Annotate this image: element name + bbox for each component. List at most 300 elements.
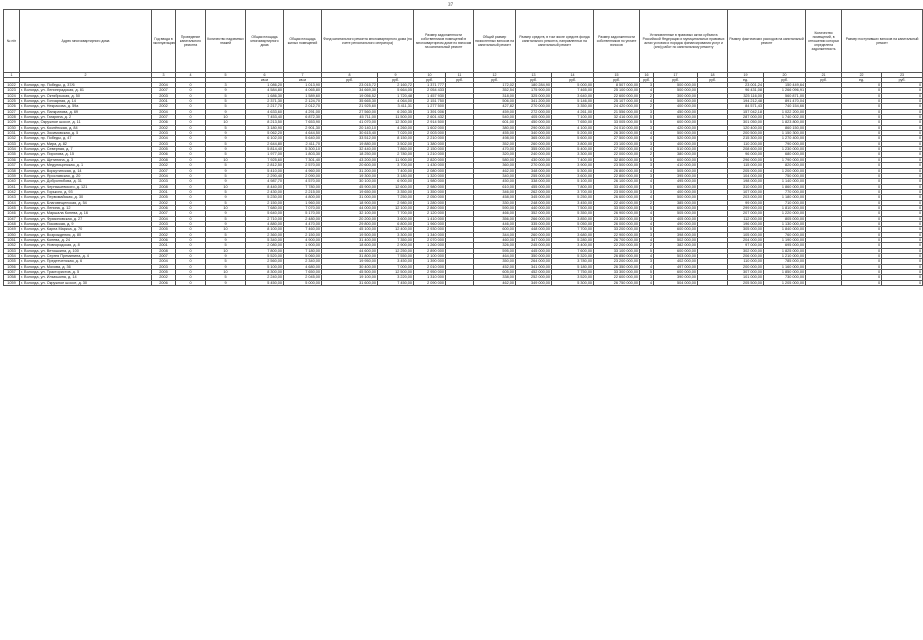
table-cell: 3 <box>640 83 654 88</box>
table-cell: 338 000,00 <box>516 179 552 184</box>
table-cell: 2 120 000 <box>414 211 446 216</box>
table-cell: 300 000,00 <box>654 93 698 98</box>
table-cell: 1053 <box>4 248 20 253</box>
table-cell: 2002 <box>152 200 176 205</box>
table-cell: 3 300,00 <box>552 152 594 157</box>
table-cell: 0 <box>842 99 882 104</box>
table-cell: 175 900,00 <box>516 88 552 93</box>
table-cell: 1 850 000,00 <box>764 270 806 275</box>
header-cell: Установленные в правовых актах субъекта Российской Федерации и муниципальных правовых актах условия и порядок финансирования услуг и (или) работ по капитальному ремонту <box>640 10 728 73</box>
table-cell: 1 960,00 <box>284 200 322 205</box>
table-cell: 2002 <box>152 125 176 130</box>
table-cell: 4 <box>640 168 654 173</box>
table-cell: 2006 <box>152 280 176 285</box>
table-cell: 1 205 000,00 <box>764 280 806 285</box>
table-cell: 10 <box>206 120 246 125</box>
table-cell: 22 800 000,00 <box>594 173 640 178</box>
table-cell: 470,00 <box>474 147 516 152</box>
table-cell: 0 <box>176 216 206 221</box>
table-cell: 19 650,00 <box>322 189 378 194</box>
table-cell: 750 000,00 <box>764 173 806 178</box>
table-cell: 0 <box>882 120 923 125</box>
table-cell: 4 <box>640 136 654 141</box>
table-cell: 2 860 000 <box>414 205 446 210</box>
table-cell: 410 000,00 <box>654 163 698 168</box>
table-cell: 1027 <box>4 109 20 114</box>
header-cell: Размер средств, в том числе средств фонда капитального ремонта, направленных на капитальный ремонт <box>516 10 594 73</box>
table-cell: 505 000,00 <box>654 211 698 216</box>
address-cell: г. Вологда, ул. Щетинина, д. 3 <box>20 157 152 162</box>
table-cell: 2008 <box>152 157 176 162</box>
table-cell: 340 000,00 <box>516 131 552 136</box>
table-cell: 2007 <box>152 168 176 173</box>
table-cell: 240 000,00 <box>516 152 552 157</box>
table-cell: 395 000,00 <box>654 173 698 178</box>
table-cell: 2005 <box>152 270 176 275</box>
table-cell: 0 <box>176 243 206 248</box>
table-cell: 7 550,00 <box>378 254 414 259</box>
table-cell: 6 800,00 <box>378 221 414 226</box>
table-cell: 115 000,00 <box>728 163 764 168</box>
unit-cell: кв.м <box>246 78 284 83</box>
table-cell: 0 <box>176 227 206 232</box>
table-cell: 2 070 000 <box>414 237 446 242</box>
address-cell: г. Вологда, пр. Победы, д. 37/6 <box>20 83 152 88</box>
unit-cell: руб. <box>764 78 806 83</box>
table-cell: 12 500,00 <box>378 270 414 275</box>
table-cell: 4 <box>640 179 654 184</box>
header-cell: Количество помещений, в отношении которых определена задолженность <box>806 10 842 73</box>
table-cell: 0 <box>842 115 882 120</box>
table-cell: 3 450,00 <box>552 200 594 205</box>
table-cell: 348 000,00 <box>516 168 552 173</box>
table-cell: 0 <box>882 163 923 168</box>
table-cell: 490 000,00 <box>654 221 698 226</box>
table-cell: 19 300,00 <box>322 173 378 178</box>
table-cell: 0 <box>842 104 882 109</box>
table-cell: 204 000,00 <box>728 237 764 242</box>
table-cell: 740 154,66 <box>764 104 806 109</box>
table-cell: 320,00 <box>474 152 516 157</box>
address-cell: г. Вологда, ул. Окружное шоссе, д. 30 <box>20 280 152 285</box>
table-cell: 9 <box>206 131 246 136</box>
table-cell: 0 <box>842 83 882 88</box>
table-cell: 1 371 777 <box>414 83 446 88</box>
table-cell: 7 450,00 <box>378 280 414 285</box>
table-cell: 0 <box>176 168 206 173</box>
address-cell: г. Вологда, ул. Мира, д. 82 <box>20 141 152 146</box>
table-cell: 382 000,00 <box>654 243 698 248</box>
table-cell: 504 000,00 <box>654 280 698 285</box>
table-cell: 1 740 002,00 <box>764 115 806 120</box>
table-cell: 4 584,80 <box>246 88 284 93</box>
table-cell: 1 340 000 <box>414 232 446 237</box>
table-cell: 5 <box>206 232 246 237</box>
table-cell: 502 000,00 <box>654 237 698 242</box>
table-cell: 11 900,00 <box>378 157 414 162</box>
table-cell: 0 <box>882 195 923 200</box>
header-cell: Общий размер начисленных взносов на капитальный ремонт <box>474 10 516 73</box>
table-cell: 1 430 000 <box>414 163 446 168</box>
table-cell: 10 <box>206 270 246 275</box>
table-cell: 6 900,00 <box>378 179 414 184</box>
table-cell: 23 100 000,00 <box>594 141 640 146</box>
address-cell: г. Вологда, пр. Победы, д. 47 <box>20 136 152 141</box>
table-cell: 3 180,00 <box>378 173 414 178</box>
table-cell: 1 270 400,00 <box>764 136 806 141</box>
table-cell: 0 <box>842 141 882 146</box>
table-cell: 605,00 <box>474 270 516 275</box>
table-cell: 0 <box>882 173 923 178</box>
table-cell: 326,00 <box>474 243 516 248</box>
address-cell: г. Вологда, ул. Маршала Конева, д. 16 <box>20 211 152 216</box>
table-cell: 4 291,00 <box>284 109 322 114</box>
column-number-cell: 20 <box>764 73 806 78</box>
table-cell: 25 100 000,00 <box>594 88 640 93</box>
table-cell: 31 000,00 <box>322 195 378 200</box>
table-cell: 5 300,10 <box>284 147 322 152</box>
table-cell: 4 <box>640 195 654 200</box>
table-cell: 695 000,00 <box>764 243 806 248</box>
table-cell: 26 350 000,00 <box>594 264 640 269</box>
unit-cell: руб. <box>882 78 923 83</box>
table-cell: 0 <box>176 120 206 125</box>
table-cell: 5 <box>206 141 246 146</box>
table-cell: 5 100,00 <box>246 264 284 269</box>
table-cell: 8 100,00 <box>246 227 284 232</box>
table-cell: 2003 <box>152 141 176 146</box>
table-cell: 21 925,60 <box>322 104 378 109</box>
table-cell: 1 220 000,00 <box>764 211 806 216</box>
table-cell: 2 901,30 <box>284 125 322 130</box>
table-cell: 400 000,00 <box>654 104 698 109</box>
table-cell: 33 300 000,00 <box>594 270 640 275</box>
address-cell: г. Вологда, ул. Ветошкина, д. 100 <box>20 248 152 253</box>
address-cell: г. Вологда, ул. Трактористов, д. 5 <box>20 270 152 275</box>
table-cell: 7 460,00 <box>284 227 322 232</box>
table-cell: 7 000,00 <box>378 264 414 269</box>
table-cell: 402 000,00 <box>654 259 698 264</box>
table-cell: 1 022 200,00 <box>764 109 806 114</box>
table-cell: 0 <box>882 152 923 157</box>
table-cell: 2006 <box>152 205 176 210</box>
table-cell: 4 570,00 <box>284 179 322 184</box>
table-cell: 341 200,00 <box>516 99 552 104</box>
table-cell: 1 280 000 <box>414 200 446 205</box>
table-cell: 310 000,00 <box>728 184 764 189</box>
table-cell: 33 512,00 <box>322 136 378 141</box>
table-cell: 1030 <box>4 125 20 130</box>
table-cell: 365 000,00 <box>516 136 552 141</box>
table-cell: 0 <box>882 211 923 216</box>
table-cell: 9 <box>206 280 246 285</box>
table-cell: 2 900,00 <box>378 243 414 248</box>
table-cell: 600 000,00 <box>654 227 698 232</box>
table-cell: 0 <box>176 211 206 216</box>
table-cell: 1 977,00 <box>246 152 284 157</box>
address-cell: г. Вологда, ул. Возрождения, д. 80 <box>20 232 152 237</box>
table-cell: 2 080,00 <box>246 243 284 248</box>
table-cell: 19 950,00 <box>322 259 378 264</box>
table-cell: 31 400,00 <box>322 237 378 242</box>
table-cell: 6 102,00 <box>246 136 284 141</box>
table-cell: 352,00 <box>474 141 516 146</box>
table-cell: 2 010 000 <box>414 264 446 269</box>
table-cell: 0 <box>842 147 882 152</box>
table-cell: 590,00 <box>474 205 516 210</box>
table-cell: 196 000,00 <box>728 221 764 226</box>
table-cell: 2001 <box>152 243 176 248</box>
table-cell: 0 <box>882 136 923 141</box>
table-cell: 26 300 000,00 <box>594 131 640 136</box>
table-cell: 3 600,00 <box>552 173 594 178</box>
unit-cell: руб. <box>516 78 552 83</box>
table-cell: 1045 <box>4 205 20 210</box>
table-cell: 2 710,00 <box>246 216 284 221</box>
table-cell: 730 000,00 <box>764 275 806 280</box>
address-cell: г. Вологда, ул. Некрасова, д. 59а <box>20 104 152 109</box>
table-cell: 0 <box>842 88 882 93</box>
table-cell: 296 000,00 <box>728 157 764 162</box>
address-cell: г. Вологда, ул. Псковская, д. 9 <box>20 221 152 226</box>
table-cell: 1047 <box>4 216 20 221</box>
table-cell: 2002 <box>152 163 176 168</box>
header-cell: Проведение капитального ремонта <box>176 10 206 73</box>
table-cell: 30 615,40 <box>322 131 378 136</box>
table-cell: 3 520,00 <box>552 275 594 280</box>
table-cell: 5 <box>206 152 246 157</box>
table-cell: 203 000,00 <box>728 195 764 200</box>
table-cell: 400 000,00 <box>654 141 698 146</box>
table-cell: 0 <box>882 227 923 232</box>
table-cell: 7 700,00 <box>552 227 594 232</box>
table-cell: 600 000,00 <box>654 115 698 120</box>
table-cell: 600 000,00 <box>654 205 698 210</box>
table-cell: 610,00 <box>474 184 516 189</box>
table-cell: 0 <box>882 83 923 88</box>
table-cell: 30 100,00 <box>322 179 378 184</box>
table-cell: 9 <box>206 136 246 141</box>
table-cell: 2 430,00 <box>246 189 284 194</box>
table-cell: 4 987,70 <box>246 179 284 184</box>
table-cell: 0 <box>842 120 882 125</box>
table-cell: 3 400,00 <box>552 243 594 248</box>
table-cell: 2 <box>640 243 654 248</box>
table-cell: 0 <box>882 157 923 162</box>
table-cell: 5 062,20 <box>246 131 284 136</box>
table-cell: 335 000,00 <box>516 221 552 226</box>
table-cell: 3 <box>640 189 654 194</box>
table-cell: 8 440,00 <box>246 184 284 189</box>
table-cell: 2006 <box>152 120 176 125</box>
table-cell: 26 700 000,00 <box>594 237 640 242</box>
table-cell: 785 000,00 <box>764 259 806 264</box>
table-cell: 19 500,00 <box>322 232 378 237</box>
table-cell: 22 000 000,00 <box>594 152 640 157</box>
column-number-cell: 5 <box>206 73 246 78</box>
address-cell: г. Вологда, ул. Панкратова, д. 69 <box>20 109 152 114</box>
table-cell: 45 500,00 <box>322 270 378 275</box>
table-cell: 5 200,00 <box>552 131 594 136</box>
table-cell: 3 640,00 <box>552 93 594 98</box>
table-cell: 0 <box>842 205 882 210</box>
table-cell: 5 320,00 <box>552 254 594 259</box>
table-cell: 0 <box>882 270 923 275</box>
table-cell: 0 <box>176 237 206 242</box>
table-cell: 5 400,00 <box>552 147 594 152</box>
table-cell: 0 <box>882 168 923 173</box>
header-row <box>4 10 923 73</box>
table-cell: 2 290,40 <box>246 173 284 178</box>
table-cell: 5 <box>206 163 246 168</box>
table-cell: 0 <box>176 93 206 98</box>
table-cell: 5 <box>640 184 654 189</box>
table-cell: 0 <box>842 136 882 141</box>
column-number-cell: 9 <box>378 73 414 78</box>
table-cell: 2 045,00 <box>284 275 322 280</box>
table-cell: 5 <box>640 205 654 210</box>
table-cell: 540,00 <box>474 115 516 120</box>
table-cell: 7 400,00 <box>378 168 414 173</box>
table-cell: 266 000,00 <box>516 216 552 221</box>
table-cell: 45 100,00 <box>322 227 378 232</box>
table-cell: 1055 <box>4 259 20 264</box>
table-cell: 23 015,72 <box>322 83 378 88</box>
address-cell: г. Вологда, ул. Северная, д. 7 <box>20 147 152 152</box>
table-cell: 1 150 300,00 <box>764 131 806 136</box>
table-cell: 0 <box>842 211 882 216</box>
table-cell: 5 170,00 <box>284 211 322 216</box>
table-cell: 5 640,00 <box>246 211 284 216</box>
table-cell: 0 <box>842 195 882 200</box>
table-cell: 3 <box>640 173 654 178</box>
table-cell: 1 390 000 <box>414 259 446 264</box>
column-number-cell: 13 <box>516 73 552 78</box>
table-cell: 10 <box>206 248 246 253</box>
table-cell: 352 000,00 <box>516 211 552 216</box>
table-cell: 0 <box>882 179 923 184</box>
table-cell: 35 665,30 <box>322 99 378 104</box>
table-cell: 5 <box>640 115 654 120</box>
table-cell: 23 000 000,00 <box>594 189 640 194</box>
table-cell: 301 050,00 <box>728 120 764 125</box>
table-cell: 5 <box>640 227 654 232</box>
table-cell: 5 450,00 <box>246 280 284 285</box>
table-cell: 398 000,00 <box>654 232 698 237</box>
table-cell: 330,00 <box>474 200 516 205</box>
column-number-cell: 12 <box>474 73 516 78</box>
table-cell: 1 013,90 <box>284 83 322 88</box>
table-cell: 4 261,00 <box>552 109 594 114</box>
table-cell: 22 600 000,00 <box>594 93 640 98</box>
table-cell: 45 711,00 <box>322 115 378 120</box>
table-cell: 0 <box>882 115 923 120</box>
table-cell: 4 <box>640 221 654 226</box>
header-cell: Количество надземных этажей <box>206 10 246 73</box>
page-number: 37 <box>448 3 453 8</box>
table-cell: 4 <box>640 147 654 152</box>
table-cell: 349 000,00 <box>516 280 552 285</box>
table-cell: 0 <box>882 141 923 146</box>
table-cell: 84 571,43 <box>728 104 764 109</box>
table-cell: 0 <box>176 248 206 253</box>
table-cell: 1 980 000 <box>414 179 446 184</box>
header-cell: Размер задолженности собственников по уплате взносов <box>594 10 640 73</box>
table-cell: 99 000,00 <box>728 200 764 205</box>
table-cell: 2005 <box>152 147 176 152</box>
table-cell: 2003 <box>152 93 176 98</box>
table-cell: 860 150,00 <box>764 125 806 130</box>
table-cell: 1 790 000,00 <box>764 157 806 162</box>
empty-cell <box>698 280 728 285</box>
table-cell: 2 150 000 <box>414 147 446 152</box>
table-cell: 1023 <box>4 88 20 93</box>
table-cell: 7 180,00 <box>284 248 322 253</box>
table-cell: 26 750 000,00 <box>594 280 640 285</box>
table-cell: 1 825 000,00 <box>764 248 806 253</box>
table-cell: 1 260 000 <box>414 243 446 248</box>
table-cell: 23 200 000,00 <box>594 259 640 264</box>
table-cell: 560 871,00 <box>764 93 806 98</box>
table-cell: 24 420 000,00 <box>594 104 640 109</box>
table-cell: 3 700,00 <box>378 163 414 168</box>
table-cell: 5 <box>206 243 246 248</box>
table-cell: 3 <box>640 232 654 237</box>
table-cell: 5 <box>206 125 246 130</box>
table-cell: 9 <box>206 264 246 269</box>
table-cell: 7 301,40 <box>284 157 322 162</box>
table-cell: 466,00 <box>474 211 516 216</box>
table-cell: 0 <box>176 99 206 104</box>
table-cell: 0 <box>882 189 923 194</box>
table-cell: 260 000,00 <box>516 232 552 237</box>
table-cell: 26 100 000,00 <box>594 179 640 184</box>
address-cell: г. Вологда, ул. Ленина, д. 12 <box>20 205 152 210</box>
table-cell: 600 000,00 <box>654 184 698 189</box>
table-cell: 1 230 000,00 <box>764 147 806 152</box>
table-cell: 2 371,30 <box>246 99 284 104</box>
table-cell: 22 600 000,00 <box>594 275 640 280</box>
table-cell: 200 000,00 <box>728 264 764 269</box>
table-cell: 446,00 <box>474 221 516 226</box>
empty-cell <box>446 280 474 285</box>
table-cell: 352,54 <box>474 88 516 93</box>
table-cell: 1042 <box>4 189 20 194</box>
table-cell: 9 <box>206 221 246 226</box>
table-cell: 2 601 432 <box>414 115 446 120</box>
table-cell: 33 100 000,00 <box>594 248 640 253</box>
table-cell: 2007 <box>152 88 176 93</box>
table-cell: 307 000,00 <box>728 270 764 275</box>
table-cell: 5 146,00 <box>552 99 594 104</box>
address-cell: г. Вологда, ул. Мохова, д. 36 <box>20 264 152 269</box>
table-cell: 26 600 000,00 <box>594 195 640 200</box>
table-cell: 0 <box>882 104 923 109</box>
table-cell: 2008 <box>152 184 176 189</box>
table-cell: 3 <box>640 125 654 130</box>
address-cell: г. Вологда, ул. Первомайская, д. 30 <box>20 195 152 200</box>
table-cell: 0 <box>176 104 206 109</box>
table-cell: 12 400,00 <box>378 227 414 232</box>
table-cell: 0 <box>176 270 206 275</box>
column-number-cell: 17 <box>654 73 698 78</box>
table-cell: 27 560,00 <box>322 109 378 114</box>
table-cell: 0 <box>882 109 923 114</box>
table-cell: 2 950 000 <box>414 270 446 275</box>
table-cell: 105 000,00 <box>728 232 764 237</box>
table-cell: 25 107 000,00 <box>594 99 640 104</box>
address-cell: г. Вологда, ул. Чернышевского, д. 121 <box>20 184 152 189</box>
